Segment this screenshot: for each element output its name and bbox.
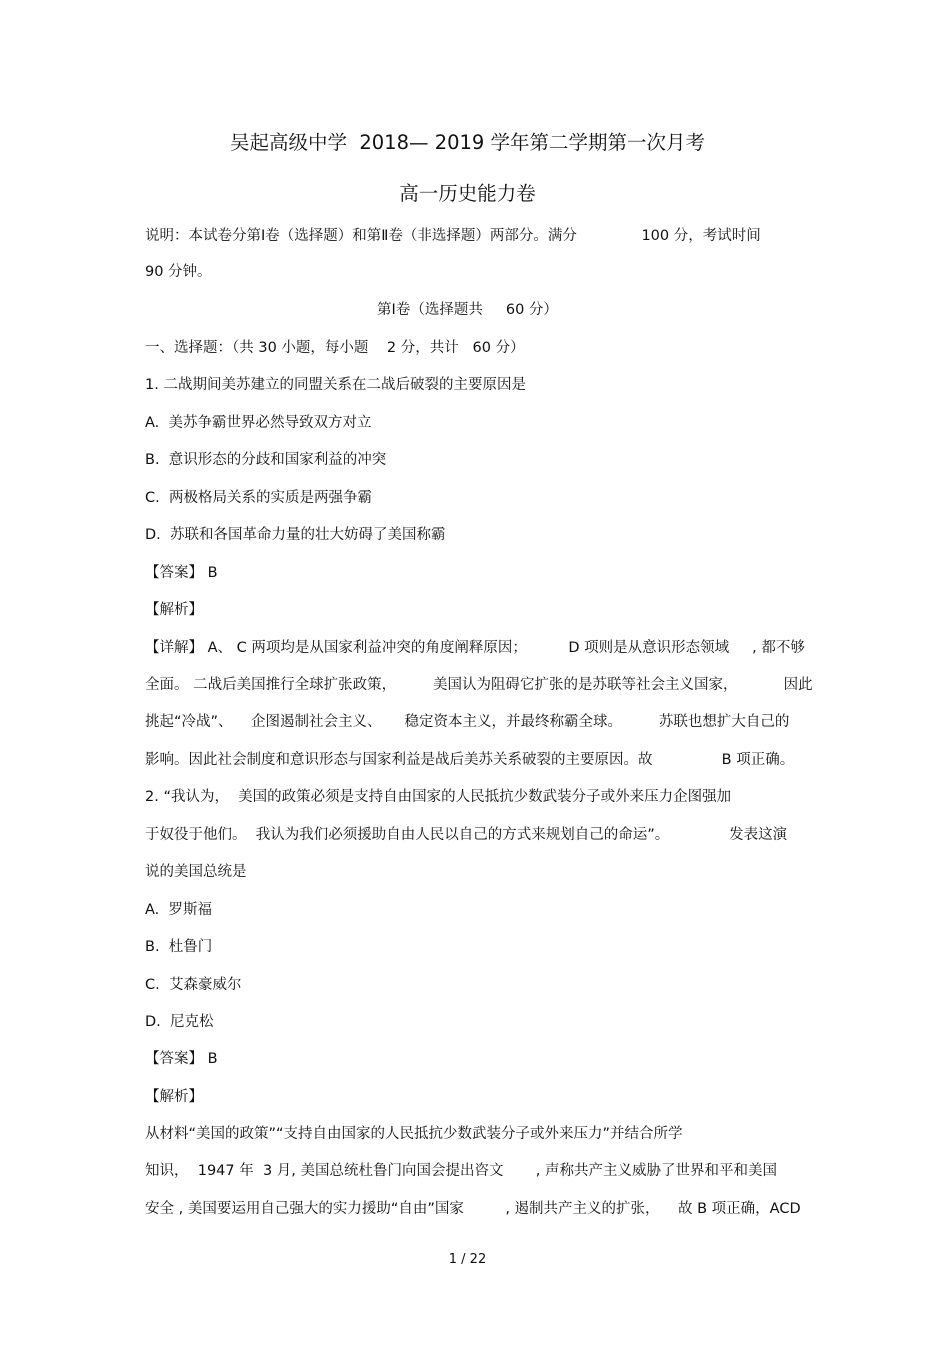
- page-number: 1 / 22: [448, 1252, 487, 1267]
- question-2-analysis-label: 【解析】: [145, 1089, 203, 1105]
- question-2-stem-line-2: 于奴役于他们。 我认为我们必须援助自由人民以自己的方式来规划自己的命运”。 发表这演: [145, 827, 788, 843]
- question-1-analysis-label: 【解析】: [145, 602, 203, 618]
- question-2-analysis-line-1: 从材料“美国的政策”“支持自由国家的人民抵抗少数武装分子或外来压力”并结合所学: [145, 1126, 683, 1142]
- question-2-option-b: B. 杜鲁门: [145, 939, 213, 955]
- question-1-option-c: C. 两极格局关系的实质是两强争霸: [145, 490, 372, 506]
- question-1-stem: 1. 二战期间美苏建立的同盟关系在二战后破裂的主要原因是: [145, 377, 526, 393]
- question-1-detail-line-4: 影响。因此社会制度和意识形态与国家利益是战后美苏关系破裂的主要原因。故 B 项正确。: [145, 752, 795, 768]
- question-2-answer: 【答案】 B: [145, 1051, 218, 1067]
- question-2-analysis-line-3: 安全 , 美国要运用自己强大的实力援助“自由”国家 , 遏制共产主义的扩张， 故 B 项正确，ACD: [145, 1201, 801, 1217]
- question-1-detail-line-3: 挑起“冷战”、 企图遏制社会主义、 稳定资本主义，并最终称霸全球。 苏联也想扩大自己的: [145, 714, 790, 730]
- question-1-option-a: A. 美苏争霸世界必然导致双方对立: [145, 415, 372, 431]
- instructions-line-2: 90 分钟。: [145, 264, 212, 280]
- question-1-option-d: D. 苏联和各国革命力量的壮大妨碍了美国称霸: [145, 527, 446, 543]
- question-2-stem-line-1: 2. “我认为， 美国的政策必须是支持自由国家的人民抵抗少数武装分子或外来压力企图强加: [145, 789, 732, 805]
- question-2-option-a: A. 罗斯福: [145, 902, 212, 918]
- question-1-option-b: B. 意识形态的分歧和国家利益的冲突: [145, 452, 387, 468]
- question-2-analysis-line-2: 知识， 1947 年 3 月, 美国总统杜鲁门向国会提出咨文 , 声称共产主义威胁了世界和平和美国: [145, 1163, 777, 1179]
- instructions-line-1: 说明：本试卷分第Ⅰ卷（选择题）和第Ⅱ卷（非选择题）两部分。满分 100 分，考试时间: [145, 228, 761, 244]
- question-1-detail-line-1: 【详解】 A、 C 两项均是从国家利益冲突的角度阐释原因； D 项则是从意识形态领域 , 都不够: [145, 640, 805, 656]
- part-heading: 一、选择题：（共 30 小题，每小题 2 分，共计 60 分）: [145, 340, 525, 356]
- question-2-stem-line-3: 说的美国总统是: [145, 864, 247, 880]
- question-2-option-c: C. 艾森豪威尔: [145, 977, 242, 993]
- exam-title: 吴起高级中学 2018— 2019 学年第二学期第一次月考: [229, 131, 706, 154]
- question-1-answer: 【答案】 B: [145, 565, 218, 581]
- question-2-option-d: D. 尼克松: [145, 1014, 214, 1030]
- section-heading: 第Ⅰ卷（选择题共 60 分）: [377, 302, 558, 318]
- question-1-detail-line-2: 全面。 二战后美国推行全球扩张政策， 美国认为阻碍它扩张的是苏联等社会主义国家， 因此: [145, 677, 813, 693]
- exam-subtitle: 高一历史能力卷: [399, 182, 536, 205]
